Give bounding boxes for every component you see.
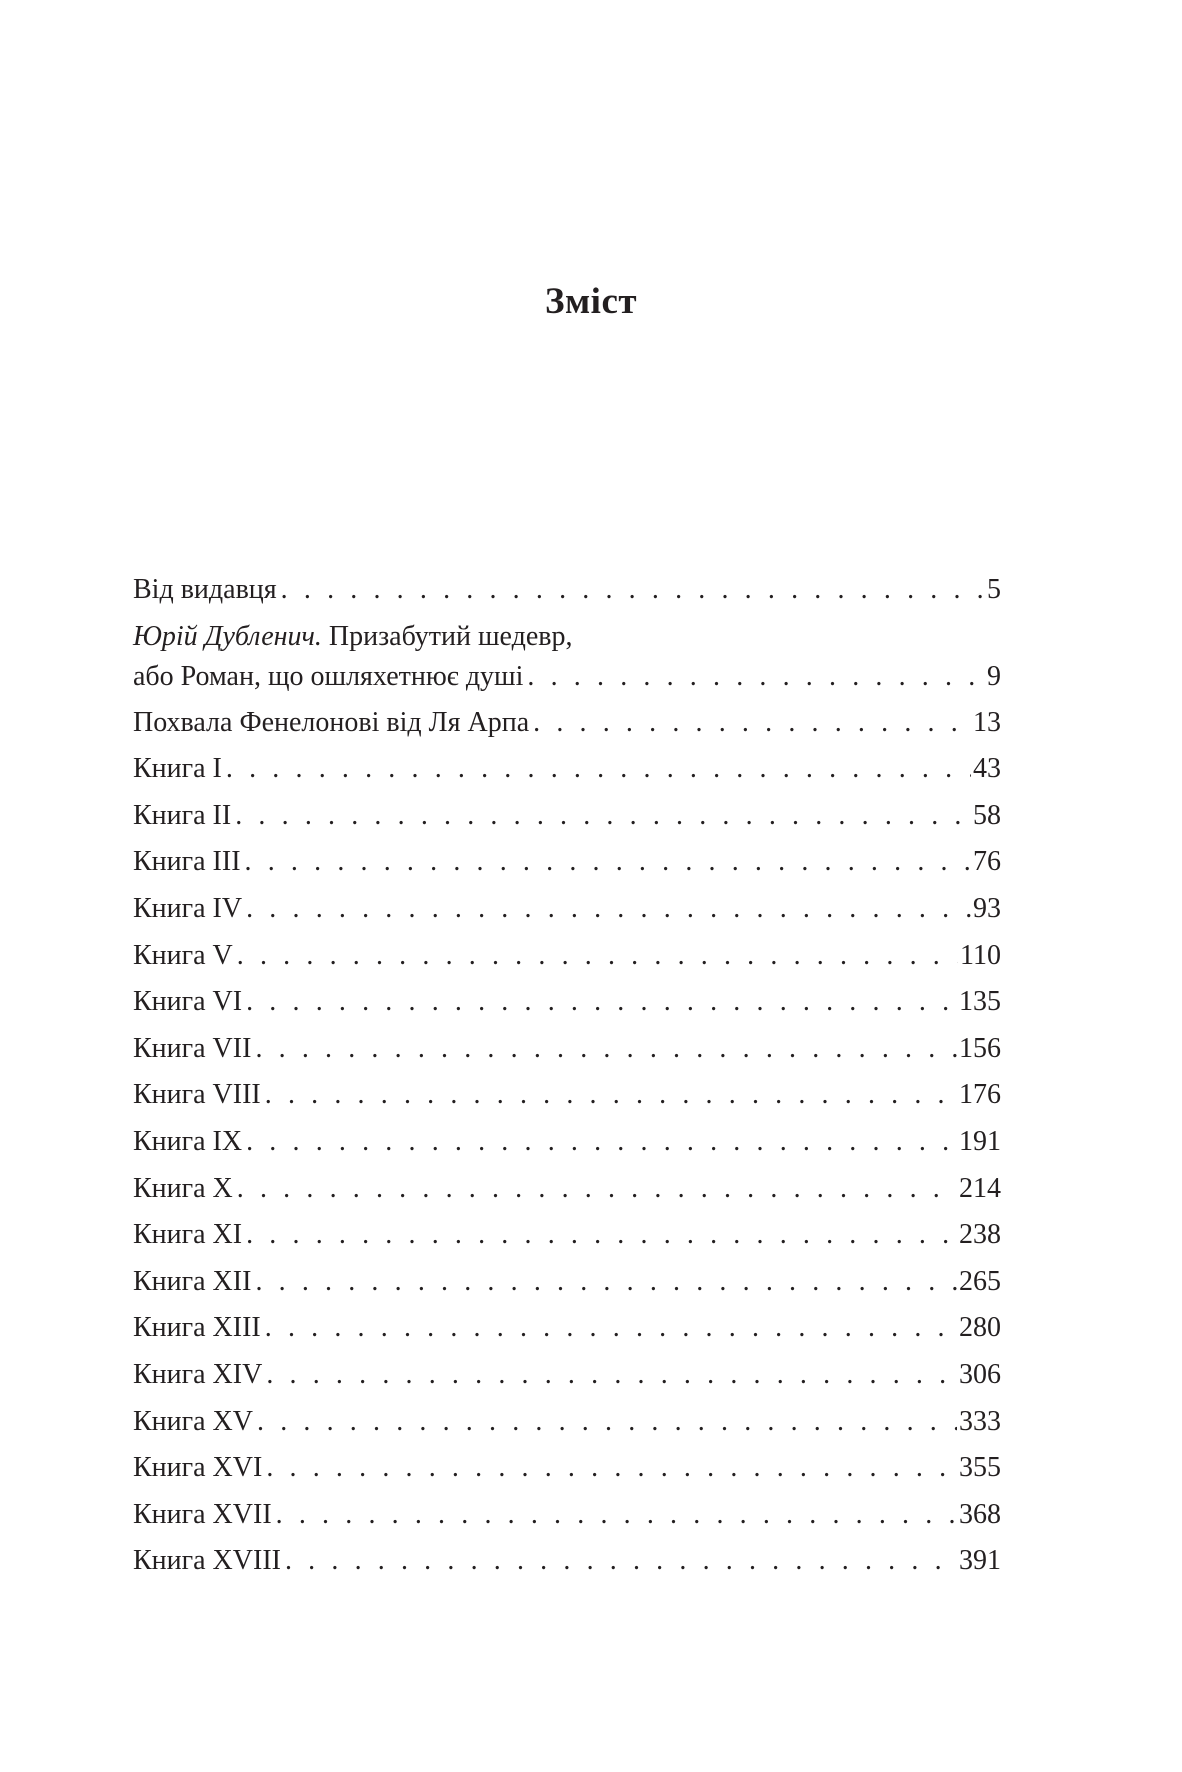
toc-entry-book-1 — [133, 749, 1001, 796]
toc-page-number: 156 — [959, 1032, 1001, 1064]
toc-entry-label: Книга XVI — [133, 1452, 263, 1484]
toc-entry-label: Книга I — [133, 753, 222, 785]
dot-leader — [246, 982, 957, 1022]
toc-entry-label: Книга XVII — [133, 1498, 272, 1530]
toc-page-number: 355 — [959, 1452, 1001, 1484]
toc-entry-label-continued: або Роман, що ошляхетнює душі — [133, 660, 524, 692]
toc-entry-label: Книга XI — [133, 1219, 243, 1251]
dot-leader — [533, 703, 971, 743]
toc-entry-book-9 — [133, 1122, 1001, 1169]
toc-entry-book-15 — [133, 1402, 1001, 1449]
toc-entry-preface — [133, 617, 1001, 703]
toc-page-number: 58 — [973, 799, 1001, 831]
dot-leader — [527, 657, 985, 697]
toc-entry-label: Книга XII — [133, 1265, 252, 1297]
toc-entry-book-8 — [133, 1075, 1001, 1122]
toc-entry-author: Юрій Дубленич. — [133, 620, 322, 652]
dot-leader — [276, 1495, 957, 1535]
toc-entry-book-14 — [133, 1355, 1001, 1402]
dot-leader — [245, 842, 971, 882]
dot-leader — [281, 570, 985, 610]
toc-entry-label: Книга VIII — [133, 1079, 261, 1111]
toc-entry-label: Книга IV — [133, 892, 243, 924]
toc-entry-book-5 — [133, 936, 1001, 983]
toc-page-number: 176 — [959, 1079, 1001, 1111]
toc-entry-book-4 — [133, 889, 1001, 936]
toc-entry-label: Книга X — [133, 1172, 233, 1204]
dot-leader — [265, 1308, 957, 1348]
toc-entry-book-2 — [133, 796, 1001, 843]
toc-page-number: 110 — [960, 939, 1001, 971]
toc-entry-label: Від видавця — [133, 574, 277, 605]
toc-entry-label: Книга VII — [133, 1032, 252, 1064]
toc-page-number: 135 — [959, 986, 1001, 1018]
toc-entry-label: Книга V — [133, 939, 233, 971]
toc-entry-label: Книга XVIII — [133, 1545, 281, 1577]
dot-leader — [265, 1075, 957, 1115]
toc-entry-laharpe-eulogy — [133, 703, 1001, 750]
toc-page-number: 238 — [959, 1219, 1001, 1251]
dot-leader — [246, 1215, 957, 1255]
dot-leader — [237, 936, 958, 976]
toc-entry-book-3 — [133, 842, 1001, 889]
dot-leader — [235, 796, 971, 836]
toc-page-number: 306 — [959, 1358, 1001, 1390]
toc-entry-label: Похвала Фенелонові від Ля Арпа — [133, 706, 530, 738]
dot-leader — [226, 749, 971, 789]
toc-page-number: 5 — [987, 574, 1001, 605]
toc-entry-book-16 — [133, 1448, 1001, 1495]
toc-page-number: 280 — [959, 1312, 1001, 1344]
dot-leader — [266, 1448, 957, 1488]
dot-leader — [285, 1541, 957, 1581]
toc-page-number: 333 — [959, 1405, 1001, 1437]
toc-page-number: 93 — [973, 892, 1001, 924]
toc-entry-label: Книга VI — [133, 986, 243, 1018]
toc-entry-book-17 — [133, 1495, 1001, 1542]
toc-entry-book-7 — [133, 1029, 1001, 1076]
toc-entry-book-18 — [133, 1541, 1001, 1588]
table-of-contents — [133, 570, 1001, 1588]
toc-entry-book-11 — [133, 1215, 1001, 1262]
toc-entry-publisher-note — [133, 570, 1001, 617]
toc-entry-label: Книга II — [133, 799, 232, 831]
dot-leader — [257, 1402, 957, 1442]
toc-entry-book-12 — [133, 1262, 1001, 1309]
page-title: Зміст — [544, 281, 638, 322]
dot-leader — [246, 889, 971, 929]
toc-page-number: 9 — [987, 660, 1001, 692]
toc-entry-label: Книга XIII — [133, 1312, 261, 1344]
toc-entry-label: Книга III — [133, 846, 241, 878]
toc-page-number: 265 — [959, 1265, 1001, 1297]
dot-leader — [237, 1169, 957, 1209]
dot-leader — [255, 1029, 957, 1069]
dot-leader — [266, 1355, 957, 1395]
toc-entry-book-10 — [133, 1169, 1001, 1216]
toc-page-number: 368 — [959, 1498, 1001, 1530]
toc-page-number: 214 — [959, 1172, 1001, 1204]
toc-page-number: 76 — [973, 846, 1001, 878]
toc-entry-label: Книга XIV — [133, 1358, 263, 1390]
toc-entry-book-13 — [133, 1308, 1001, 1355]
toc-entry-label: Призабутий шедевр, — [328, 620, 573, 652]
toc-entry-label: Книга XV — [133, 1405, 253, 1437]
dot-leader — [246, 1122, 957, 1162]
toc-page-number: 13 — [973, 706, 1001, 738]
toc-entry-book-6 — [133, 982, 1001, 1029]
toc-entry-label: Книга IX — [133, 1125, 243, 1157]
toc-page-number: 391 — [959, 1545, 1001, 1577]
toc-page-number: 43 — [973, 753, 1001, 785]
toc-page-number: 191 — [959, 1125, 1001, 1157]
dot-leader — [255, 1262, 957, 1302]
